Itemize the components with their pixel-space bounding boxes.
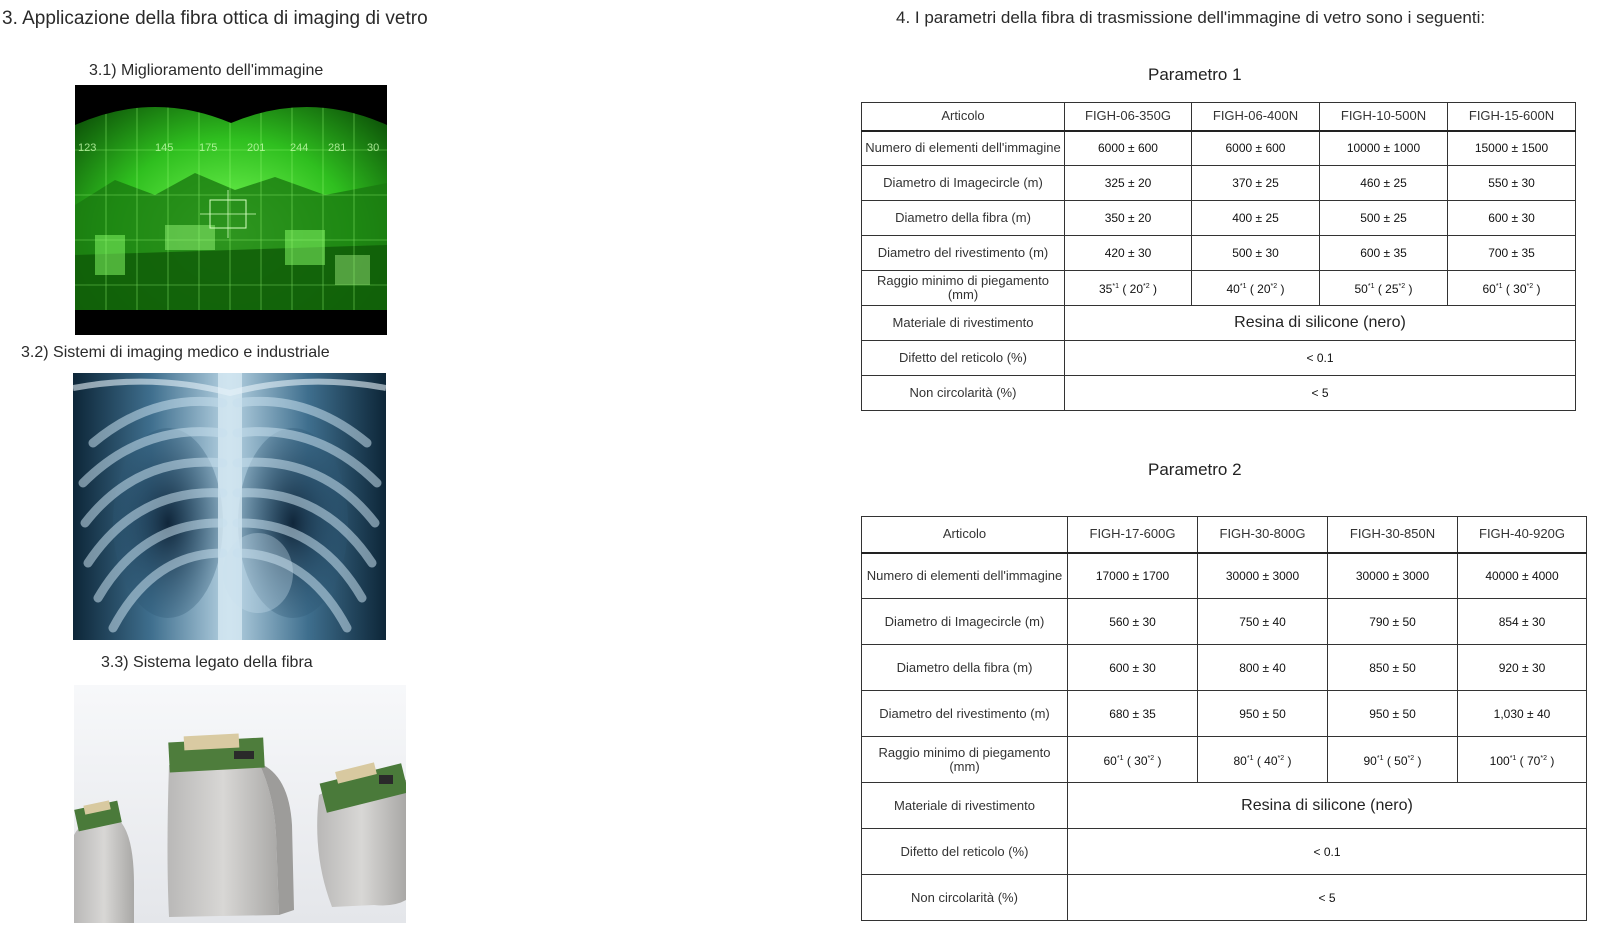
row-label: Diametro della fibra (m) <box>862 645 1068 691</box>
fiber-system-image <box>74 685 406 923</box>
table-cell: 1,030 ± 40 <box>1458 691 1587 737</box>
table-cell: 420 ± 30 <box>1065 236 1192 271</box>
row-label: Materiale di rivestimento <box>862 306 1065 341</box>
merged-cell: < 5 <box>1065 376 1576 411</box>
table-row <box>862 376 1576 411</box>
table-cell: 6000 ± 600 <box>1065 131 1192 166</box>
merged-cell: Resina di silicone (nero) <box>1068 783 1587 829</box>
xray-image <box>73 373 386 640</box>
table-row <box>862 306 1576 341</box>
nv-label: 145 <box>155 142 174 154</box>
row-label: Non circolarità (%) <box>862 376 1065 411</box>
row-label: Numero di elementi dell'immagine <box>862 131 1065 166</box>
table-cell: 920 ± 30 <box>1458 645 1587 691</box>
header-cell: FIGH-30-800G <box>1198 517 1328 553</box>
table-cell: 560 ± 30 <box>1068 599 1198 645</box>
table-cell: 325 ± 20 <box>1065 166 1192 201</box>
header-cell: FIGH-17-600G <box>1068 517 1198 553</box>
table-cell: 790 ± 50 <box>1328 599 1458 645</box>
table-cell: 30000 ± 3000 <box>1198 553 1328 599</box>
table-cell: 680 ± 35 <box>1068 691 1198 737</box>
section-heading-parameters: 4. I parametri della fibra di trasmissione dell'immagine di vetro sono i seguenti: <box>896 8 1486 27</box>
header-cell: FIGH-40-920G <box>1458 517 1587 553</box>
row-label: Difetto del reticolo (%) <box>862 829 1068 875</box>
bend-cell: 50$^{*1}$ ( 25$^{*2}$ ) <box>1320 271 1448 306</box>
table-cell: 750 ± 40 <box>1198 599 1328 645</box>
row-label: Raggio minimo di piegamento (mm) <box>862 271 1065 306</box>
bend-cell: 60$^{*1}$ ( 30$^{*2}$ ) <box>1068 737 1198 783</box>
xray-illustration <box>73 373 386 640</box>
table-cell: 850 ± 50 <box>1328 645 1458 691</box>
table-row <box>862 166 1576 201</box>
header-cell: Articolo <box>862 517 1068 553</box>
table1-title: Parametro 1 <box>1148 65 1242 84</box>
table-cell: 10000 ± 1000 <box>1320 131 1448 166</box>
nv-label: 201 <box>247 142 266 154</box>
merged-cell: < 0.1 <box>1065 341 1576 376</box>
night-vision-illustration <box>75 85 387 335</box>
header-cell: FIGH-30-850N <box>1328 517 1458 553</box>
merged-cell: < 0.1 <box>1068 829 1587 875</box>
table-cell: 30000 ± 3000 <box>1328 553 1458 599</box>
header-cell: Articolo <box>862 103 1065 131</box>
parameter-table-2 <box>861 516 1587 921</box>
row-label: Diametro di Imagecircle (m) <box>862 166 1065 201</box>
header-cell: FIGH-15-600N <box>1448 103 1576 131</box>
header-cell: FIGH-10-500N <box>1320 103 1448 131</box>
table-cell: 15000 ± 1500 <box>1448 131 1576 166</box>
nv-label: 281 <box>328 142 347 154</box>
fiber-system-illustration <box>74 685 406 923</box>
header-cell: FIGH-06-350G <box>1065 103 1192 131</box>
table-cell: 6000 ± 600 <box>1192 131 1320 166</box>
parameter-table-1 <box>861 102 1576 411</box>
bend-cell: 35$^{*1}$ ( 20$^{*2}$ ) <box>1065 271 1192 306</box>
table-cell: 854 ± 30 <box>1458 599 1587 645</box>
nv-label: 175 <box>199 142 218 154</box>
table-row <box>862 783 1587 829</box>
table-row <box>862 829 1587 875</box>
table-cell: 500 ± 30 <box>1192 236 1320 271</box>
nv-label: 244 <box>290 142 309 154</box>
table-row <box>862 201 1576 236</box>
row-label: Diametro del rivestimento (m) <box>862 691 1068 737</box>
bend-cell: 60$^{*1}$ ( 30$^{*2}$ ) <box>1448 271 1576 306</box>
table-cell: 800 ± 40 <box>1198 645 1328 691</box>
row-label: Materiale di rivestimento <box>862 783 1068 829</box>
row-label: Non circolarità (%) <box>862 875 1068 921</box>
table-cell: 370 ± 25 <box>1192 166 1320 201</box>
table-cell: 40000 ± 4000 <box>1458 553 1587 599</box>
table-cell: 950 ± 50 <box>1198 691 1328 737</box>
table-row <box>862 737 1587 783</box>
table-cell: 400 ± 25 <box>1192 201 1320 236</box>
row-label: Diametro della fibra (m) <box>862 201 1065 236</box>
table-cell: 350 ± 20 <box>1065 201 1192 236</box>
header-cell: FIGH-06-400N <box>1192 103 1320 131</box>
table-cell: 460 ± 25 <box>1320 166 1448 201</box>
bend-cell: 90$^{*1}$ ( 50$^{*2}$ ) <box>1328 737 1458 783</box>
table-row <box>862 236 1576 271</box>
table-cell: 600 ± 30 <box>1068 645 1198 691</box>
table2-title: Parametro 2 <box>1148 460 1242 479</box>
table-cell: 600 ± 30 <box>1448 201 1576 236</box>
row-label: Diametro di Imagecircle (m) <box>862 599 1068 645</box>
subtitle-fiber-bonded: 3.3) Sistema legato della fibra <box>101 654 313 671</box>
table-row <box>862 341 1576 376</box>
table-row <box>862 553 1587 599</box>
night-vision-image <box>75 85 387 335</box>
row-label: Difetto del reticolo (%) <box>862 341 1065 376</box>
table-row <box>862 131 1576 166</box>
table-row <box>862 599 1587 645</box>
bend-cell: 80$^{*1}$ ( 40$^{*2}$ ) <box>1198 737 1328 783</box>
table-cell: 950 ± 50 <box>1328 691 1458 737</box>
row-label: Raggio minimo di piegamento (mm) <box>862 737 1068 783</box>
table-header-row <box>862 517 1587 553</box>
subtitle-medical-imaging: 3.2) Sistemi di imaging medico e industriale <box>21 344 330 361</box>
table-cell: 17000 ± 1700 <box>1068 553 1198 599</box>
section-heading-applications: 3. Applicazione della fibra ottica di imaging di vetro <box>2 8 428 29</box>
row-label: Numero di elementi dell'immagine <box>862 553 1068 599</box>
table-row <box>862 691 1587 737</box>
merged-cell: Resina di silicone (nero) <box>1065 306 1576 341</box>
nv-label: 30 <box>367 142 380 154</box>
table-row <box>862 875 1587 921</box>
table-row <box>862 271 1576 306</box>
table-cell: 500 ± 25 <box>1320 201 1448 236</box>
row-label: Diametro del rivestimento (m) <box>862 236 1065 271</box>
bend-cell: 100$^{*1}$ ( 70$^{*2}$ ) <box>1458 737 1587 783</box>
subtitle-image-enhancement: 3.1) Miglioramento dell'immagine <box>89 62 324 79</box>
table-cell: 550 ± 30 <box>1448 166 1576 201</box>
merged-cell: < 5 <box>1068 875 1587 921</box>
bend-cell: 40$^{*1}$ ( 20$^{*2}$ ) <box>1192 271 1320 306</box>
table-cell: 700 ± 35 <box>1448 236 1576 271</box>
table-header-row <box>862 103 1576 131</box>
table-cell: 600 ± 35 <box>1320 236 1448 271</box>
table-row <box>862 645 1587 691</box>
nv-label: 123 <box>78 142 97 154</box>
